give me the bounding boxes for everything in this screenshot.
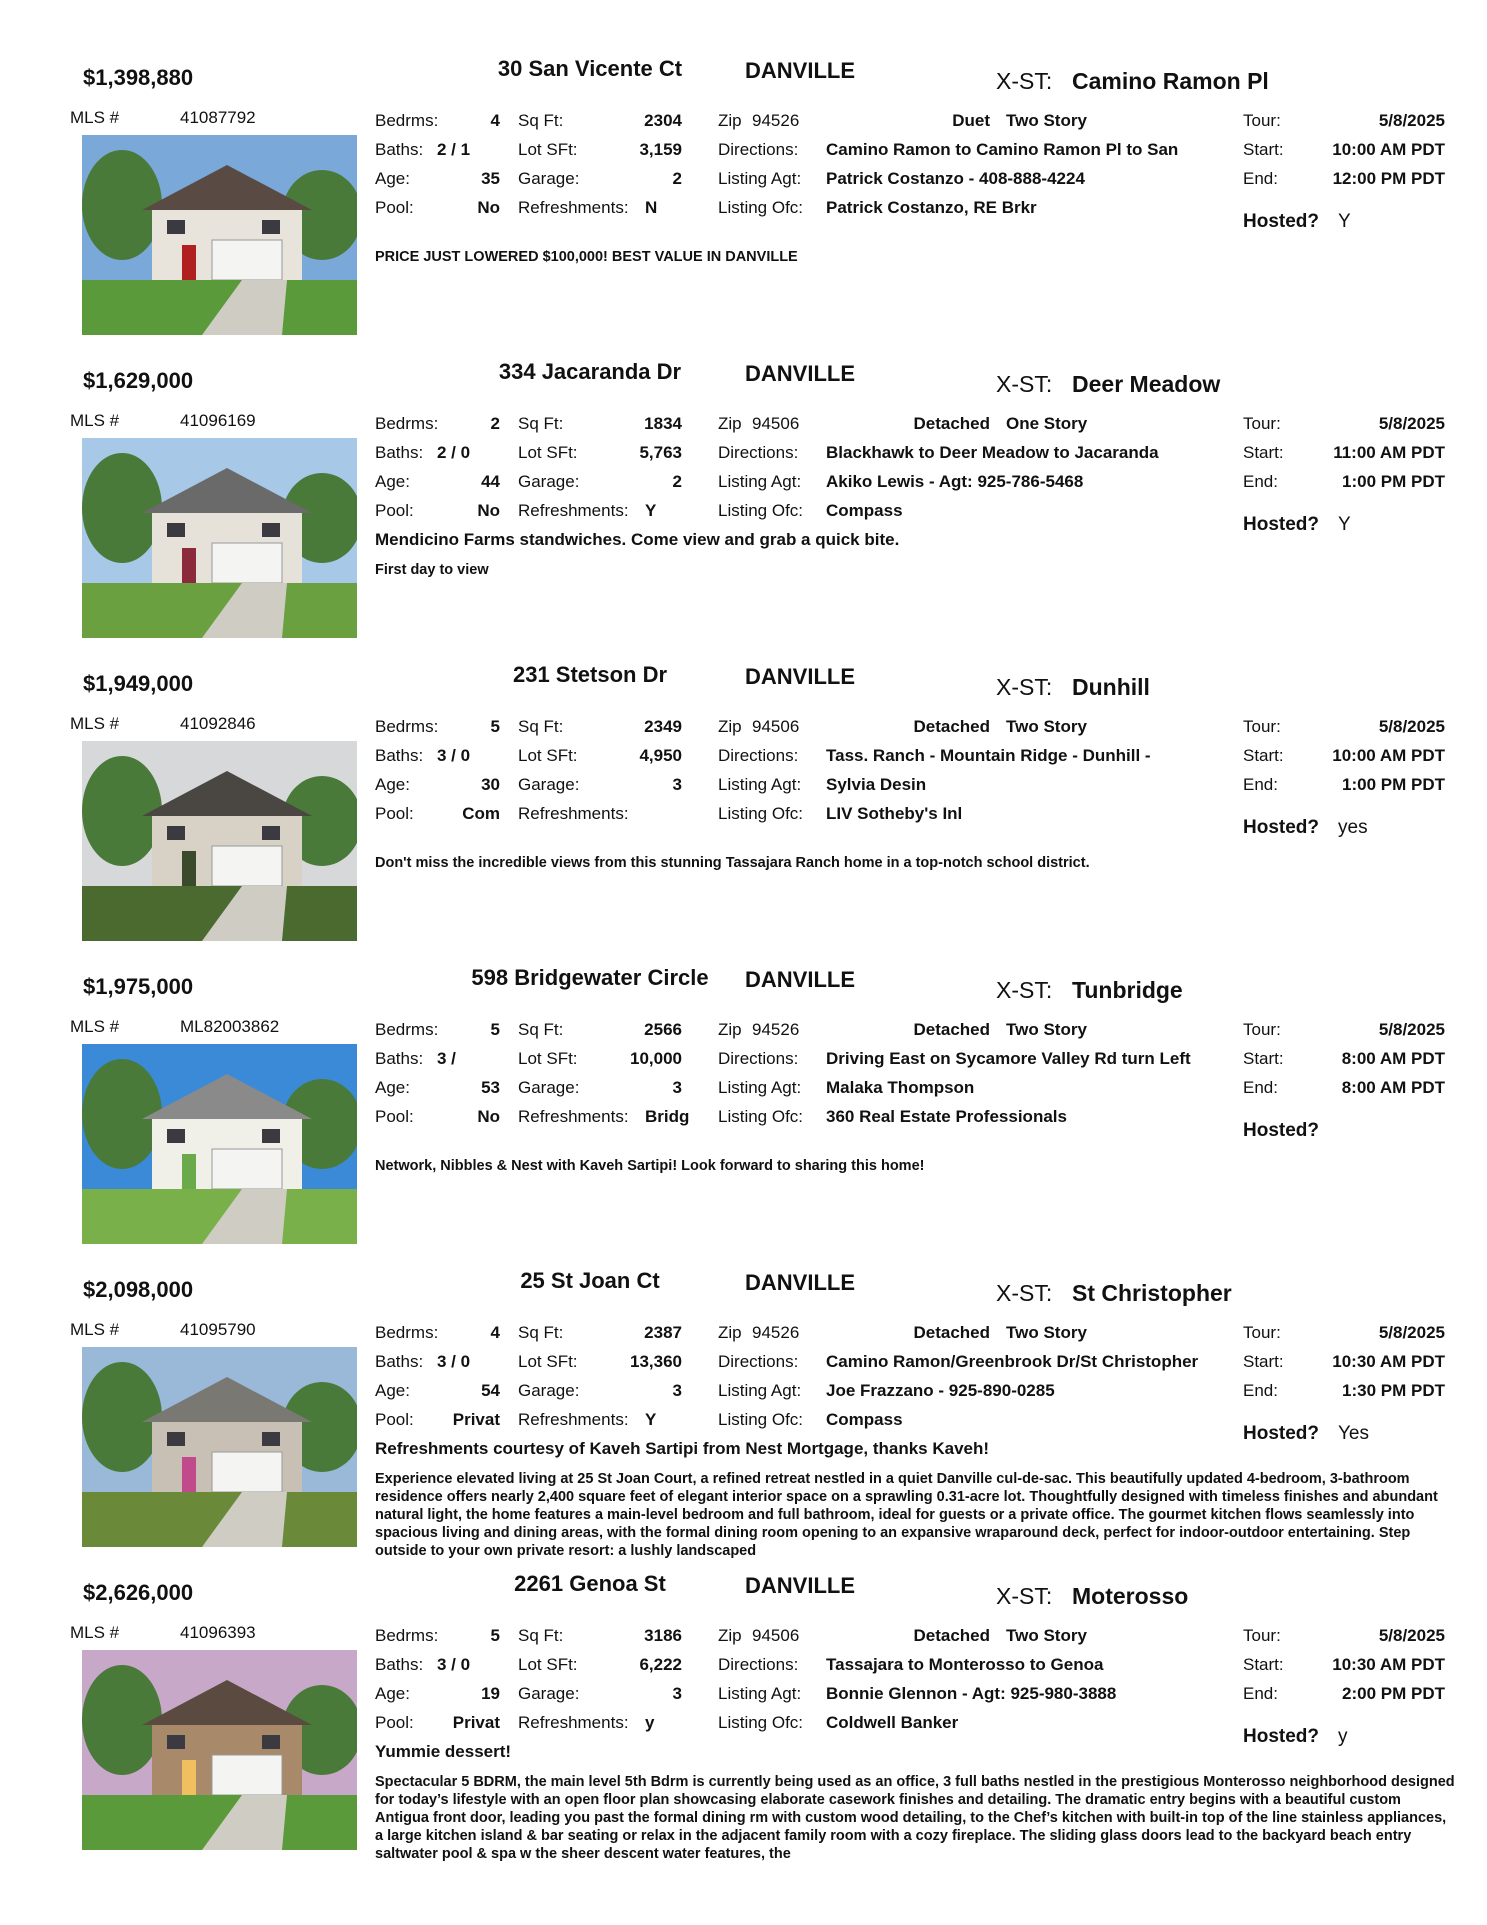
listing-address: 30 San Vicente Ct (497, 56, 683, 81)
directions-value: Tass. Ranch - Mountain Ridge - Dunhill - (826, 746, 1151, 765)
mls-number: ML82003862 (180, 1017, 280, 1036)
cross-street-label: X-ST: (996, 1583, 1053, 1609)
refreshments-label: Refreshments: (518, 804, 629, 823)
sqft-value: 2387 (644, 1323, 682, 1342)
mls-label: MLS # (70, 108, 120, 127)
pool-label: Pool: (375, 1410, 414, 1429)
baths-value: 2 / 1 (437, 140, 471, 159)
directions-value: Driving East on Sycamore Valley Rd turn Left (826, 1049, 1191, 1068)
listing-office-label: Listing Ofc: (718, 1713, 804, 1732)
sqft-value: 2349 (644, 717, 682, 736)
start-time: 11:00 AM PDT (1333, 443, 1445, 462)
refreshments-label: Refreshments: (518, 1410, 629, 1429)
listing (0, 1254, 1487, 1559)
hosted-label: Hosted? (1243, 1423, 1319, 1444)
property-type: Duet (952, 111, 990, 130)
cross-street-value: St Christopher (1072, 1280, 1232, 1306)
tour-label: Tour: (1243, 111, 1281, 130)
house-photo-image (82, 1347, 357, 1547)
tour-label: Tour: (1243, 414, 1281, 433)
listing (0, 42, 1487, 342)
end-time: 1:00 PM PDT (1342, 775, 1445, 794)
age-label: Age: (375, 1078, 410, 1097)
baths-label: Baths: (375, 140, 424, 159)
lot-sqft-label: Lot SFt: (518, 746, 578, 765)
listing-office-label: Listing Ofc: (718, 1410, 804, 1429)
sqft-label: Sq Ft: (518, 1020, 564, 1039)
refreshments-label: Refreshments: (518, 501, 629, 520)
directions-label: Directions: (718, 443, 799, 462)
directions-value: Tassajara to Monterosso to Genoa (826, 1655, 1104, 1674)
start-time: 10:00 AM PDT (1332, 746, 1445, 765)
bedrooms-value: 2 (490, 414, 500, 433)
hosted-label: Hosted? (1243, 1120, 1319, 1141)
bedrooms-label: Bedrms: (375, 414, 439, 433)
garage-label: Garage: (518, 472, 580, 491)
listing-photo[interactable] (82, 741, 357, 941)
mls-label: MLS # (70, 1017, 120, 1036)
pool-label: Pool: (375, 804, 414, 823)
lot-sqft-label: Lot SFt: (518, 1049, 578, 1068)
zip-label: Zip (718, 717, 742, 736)
house-photo-image (82, 135, 357, 335)
lot-sqft-label: Lot SFt: (518, 1655, 578, 1674)
listing-description: First day to view (375, 562, 489, 578)
listing-agent-value: Malaka Thompson (826, 1078, 975, 1097)
listing-note: Refreshments courtesy of Kaveh Sartipi from Nest Mortgage, thanks Kaveh! (375, 1439, 990, 1458)
listing-office-value: Compass (826, 1410, 903, 1429)
sqft-label: Sq Ft: (518, 717, 564, 736)
house-photo-image (82, 1650, 357, 1850)
listing-agent-label: Listing Agt: (718, 1684, 802, 1703)
property-type: Detached (913, 414, 990, 433)
property-style: Two Story (1006, 1626, 1087, 1645)
bedrooms-label: Bedrms: (375, 1020, 439, 1039)
pool-label: Pool: (375, 198, 414, 217)
house-photo-image (82, 1044, 357, 1244)
listing (0, 345, 1487, 645)
property-style: Two Story (1006, 1020, 1087, 1039)
garage-label: Garage: (518, 169, 580, 188)
bedrooms-value: 5 (490, 1020, 500, 1039)
refreshments-value: y (645, 1713, 655, 1732)
lot-sqft-value: 10,000 (630, 1049, 682, 1068)
cross-street-label: X-ST: (996, 1280, 1053, 1306)
age-value: 19 (481, 1684, 500, 1703)
cross-street-value: Deer Meadow (1072, 371, 1221, 397)
sqft-value: 2566 (644, 1020, 682, 1039)
cross-street-value: Camino Ramon Pl (1072, 68, 1269, 94)
sqft-value: 1834 (644, 414, 682, 433)
listing-note: Yummie dessert! (375, 1742, 512, 1761)
mls-number: 41092846 (180, 714, 256, 733)
listing-agent-value: Joe Frazzano - 925-890-0285 (826, 1381, 1055, 1400)
age-value: 44 (481, 472, 500, 491)
listing-photo[interactable] (82, 135, 357, 335)
listing-address: 25 St Joan Ct (520, 1268, 660, 1293)
listing-agent-label: Listing Agt: (718, 472, 802, 491)
pool-value: Privat (452, 1713, 500, 1732)
mls-label: MLS # (70, 714, 120, 733)
cross-street-label: X-ST: (996, 371, 1053, 397)
listing-agent-value: Sylvia Desin (826, 775, 927, 794)
listing-office-label: Listing Ofc: (718, 501, 804, 520)
tour-label: Tour: (1243, 717, 1281, 736)
listing-price: $2,626,000 (83, 1580, 194, 1605)
listing-city: DANVILLE (745, 1573, 855, 1598)
garage-label: Garage: (518, 1381, 580, 1400)
property-style: One Story (1006, 414, 1088, 433)
cross-street-label: X-ST: (996, 977, 1053, 1003)
start-label: Start: (1243, 140, 1284, 159)
lot-sqft-value: 5,763 (639, 443, 682, 462)
end-label: End: (1243, 1078, 1278, 1097)
garage-value: 3 (672, 1684, 682, 1703)
house-photo-image (82, 438, 357, 638)
bedrooms-label: Bedrms: (375, 1626, 439, 1645)
mls-number: 41096169 (180, 411, 256, 430)
lot-sqft-value: 4,950 (639, 746, 682, 765)
zip-label: Zip (718, 1626, 742, 1645)
house-photo-image (82, 741, 357, 941)
lot-sqft-value: 13,360 (630, 1352, 682, 1371)
zip-value: 94526 (752, 1323, 800, 1342)
listing-photo[interactable] (82, 1650, 357, 1850)
listing-city: DANVILLE (745, 58, 855, 83)
tour-label: Tour: (1243, 1020, 1281, 1039)
listing-price: $1,629,000 (83, 368, 194, 393)
end-time: 1:30 PM PDT (1342, 1381, 1445, 1400)
listing-city: DANVILLE (745, 664, 855, 689)
hosted-value: y (1338, 1726, 1348, 1747)
end-time: 1:00 PM PDT (1342, 472, 1445, 491)
start-time: 10:30 AM PDT (1332, 1352, 1445, 1371)
zip-value: 94526 (752, 1020, 800, 1039)
cross-street-value: Tunbridge (1072, 977, 1183, 1003)
start-label: Start: (1243, 1049, 1284, 1068)
pool-label: Pool: (375, 1713, 414, 1732)
directions-value: Camino Ramon to Camino Ramon Pl to San (826, 140, 1179, 159)
baths-value: 3 / 0 (437, 1655, 471, 1674)
zip-label: Zip (718, 1020, 742, 1039)
baths-label: Baths: (375, 1655, 424, 1674)
start-time: 10:00 AM PDT (1332, 140, 1445, 159)
age-value: 54 (481, 1381, 500, 1400)
age-value: 35 (481, 169, 500, 188)
garage-value: 2 (672, 169, 682, 188)
property-style: Two Story (1006, 717, 1087, 736)
hosted-label: Hosted? (1243, 211, 1319, 232)
garage-value: 2 (672, 472, 682, 491)
listing-address: 231 Stetson Dr (512, 662, 668, 687)
garage-value: 3 (672, 1381, 682, 1400)
listing-city: DANVILLE (745, 967, 855, 992)
lot-sqft-label: Lot SFt: (518, 140, 578, 159)
zip-label: Zip (718, 111, 742, 130)
age-label: Age: (375, 472, 410, 491)
tour-date: 5/8/2025 (1378, 1020, 1445, 1039)
pool-value: No (477, 198, 500, 217)
tour-label: Tour: (1243, 1626, 1281, 1645)
property-type: Detached (913, 1626, 990, 1645)
listing-office-label: Listing Ofc: (718, 804, 804, 823)
end-time: 2:00 PM PDT (1342, 1684, 1445, 1703)
listing-agent-value: Patrick Costanzo - 408-888-4224 (826, 169, 1085, 188)
listing (0, 1557, 1487, 1862)
zip-value: 94506 (752, 717, 800, 736)
listing-photo[interactable] (82, 1347, 357, 1547)
bedrooms-value: 5 (490, 1626, 500, 1645)
garage-label: Garage: (518, 775, 580, 794)
pool-value: No (477, 501, 500, 520)
bedrooms-label: Bedrms: (375, 1323, 439, 1342)
tour-date: 5/8/2025 (1378, 1323, 1445, 1342)
hosted-value: Yes (1338, 1423, 1369, 1444)
refreshments-label: Refreshments: (518, 1107, 629, 1126)
listing-city: DANVILLE (745, 1270, 855, 1295)
sqft-label: Sq Ft: (518, 1323, 564, 1342)
mls-number: 41096393 (180, 1623, 256, 1642)
baths-label: Baths: (375, 1352, 424, 1371)
end-time: 12:00 PM PDT (1332, 169, 1445, 188)
tour-label: Tour: (1243, 1323, 1281, 1342)
baths-value: 2 / 0 (437, 443, 471, 462)
listing-note: Mendicino Farms standwiches. Come view and grab a quick bite. (375, 530, 900, 549)
listing-price: $1,949,000 (83, 671, 194, 696)
lot-sqft-label: Lot SFt: (518, 443, 578, 462)
start-label: Start: (1243, 443, 1284, 462)
mls-label: MLS # (70, 1320, 120, 1339)
listing-office-value: Patrick Costanzo, RE Brkr (826, 198, 1037, 217)
listing-description: Network, Nibbles & Nest with Kaveh Sartipi! Look forward to sharing this home! (375, 1158, 925, 1174)
garage-label: Garage: (518, 1684, 580, 1703)
end-label: End: (1243, 472, 1278, 491)
baths-label: Baths: (375, 443, 424, 462)
zip-value: 94506 (752, 1626, 800, 1645)
pool-value: Com (462, 804, 500, 823)
bedrooms-label: Bedrms: (375, 111, 439, 130)
end-label: End: (1243, 1684, 1278, 1703)
age-value: 53 (481, 1078, 500, 1097)
age-label: Age: (375, 169, 410, 188)
listing-price: $2,098,000 (83, 1277, 194, 1302)
garage-label: Garage: (518, 1078, 580, 1097)
listing-description: Don't miss the incredible views from this stunning Tassajara Ranch home in a top-notch school district. (375, 855, 1090, 871)
listing-office-label: Listing Ofc: (718, 1107, 804, 1126)
garage-value: 3 (672, 1078, 682, 1097)
listing-price: $1,975,000 (83, 974, 194, 999)
sqft-value: 3186 (644, 1626, 682, 1645)
listing-office-value: 360 Real Estate Professionals (826, 1107, 1067, 1126)
zip-value: 94506 (752, 414, 800, 433)
age-label: Age: (375, 1684, 410, 1703)
listing-office-value: Compass (826, 501, 903, 520)
listing (0, 951, 1487, 1251)
hosted-label: Hosted? (1243, 1726, 1319, 1747)
baths-value: 3 / 0 (437, 746, 471, 765)
lot-sqft-value: 6,222 (639, 1655, 682, 1674)
start-time: 8:00 AM PDT (1341, 1049, 1445, 1068)
listing-agent-value: Bonnie Glennon - Agt: 925-980-3888 (826, 1684, 1117, 1703)
age-value: 30 (481, 775, 500, 794)
listing-office-value: LIV Sotheby's Inl (826, 804, 963, 823)
zip-label: Zip (718, 414, 742, 433)
baths-value: 3 / (437, 1049, 456, 1068)
listing-address: 334 Jacaranda Dr (498, 359, 682, 384)
listing-description: Experience elevated living at 25 St Joan Court, a refined retreat nestled in a quiet Danville cul-de-sac. This beautifully updated 4-bedroom, 3-bathroom residence offers nearly 2,400 square feet of elegant interior space on a sprawling 0.31-acre lot. Thoughtfully designed with timeless finishes and abundant natural light, the home features a main-level bedroom and full bathroom, ideal for guests or a private office. The gourmet kitchen flows seamlessly into spacious living and dining areas, with the formal dining room opening to an expansive wraparound deck, perfect for indoor-outdoor entertaining. Step outside to your own private resort: a lushly landscaped (375, 1471, 1438, 1559)
refreshments-label: Refreshments: (518, 198, 629, 217)
listing-office-label: Listing Ofc: (718, 198, 804, 217)
bedrooms-label: Bedrms: (375, 717, 439, 736)
listing-agent-label: Listing Agt: (718, 169, 802, 188)
tour-date: 5/8/2025 (1378, 111, 1445, 130)
directions-label: Directions: (718, 746, 799, 765)
bedrooms-value: 5 (490, 717, 500, 736)
refreshments-value: Y (645, 1410, 657, 1429)
directions-label: Directions: (718, 1352, 799, 1371)
cross-street-value: Dunhill (1072, 674, 1150, 700)
cross-street-value: Moterosso (1072, 1583, 1189, 1609)
lot-sqft-value: 3,159 (639, 140, 682, 159)
pool-label: Pool: (375, 501, 414, 520)
start-time: 10:30 AM PDT (1332, 1655, 1445, 1674)
listing-agent-label: Listing Agt: (718, 1078, 802, 1097)
hosted-value: Y (1338, 211, 1351, 232)
property-style: Two Story (1006, 111, 1087, 130)
listing-agent-label: Listing Agt: (718, 775, 802, 794)
bedrooms-value: 4 (490, 111, 500, 130)
listing-agent-value: Akiko Lewis - Agt: 925-786-5468 (826, 472, 1084, 491)
listing-agent-label: Listing Agt: (718, 1381, 802, 1400)
listing-city: DANVILLE (745, 361, 855, 386)
property-type: Detached (913, 1020, 990, 1039)
sqft-label: Sq Ft: (518, 111, 564, 130)
end-label: End: (1243, 169, 1278, 188)
hosted-value: Y (1338, 514, 1351, 535)
hosted-label: Hosted? (1243, 514, 1319, 535)
mls-label: MLS # (70, 411, 120, 430)
start-label: Start: (1243, 746, 1284, 765)
listing-photo[interactable] (82, 1044, 357, 1244)
end-label: End: (1243, 775, 1278, 794)
refreshments-label: Refreshments: (518, 1713, 629, 1732)
cross-street-label: X-ST: (996, 674, 1053, 700)
mls-number: 41087792 (180, 108, 256, 127)
hosted-value: yes (1338, 817, 1368, 838)
directions-label: Directions: (718, 140, 799, 159)
directions-value: Camino Ramon/Greenbrook Dr/St Christopher (826, 1352, 1199, 1371)
pool-label: Pool: (375, 1107, 414, 1126)
listing-address: 2261 Genoa St (514, 1571, 666, 1596)
garage-value: 3 (672, 775, 682, 794)
tour-date: 5/8/2025 (1378, 414, 1445, 433)
baths-label: Baths: (375, 1049, 424, 1068)
listing-description: PRICE JUST LOWERED $100,000! BEST VALUE IN DANVILLE (375, 249, 798, 265)
property-type: Detached (913, 1323, 990, 1342)
zip-label: Zip (718, 1323, 742, 1342)
listing-address: 598 Bridgewater Circle (471, 965, 709, 990)
refreshments-value: Y (645, 501, 657, 520)
start-label: Start: (1243, 1352, 1284, 1371)
tour-date: 5/8/2025 (1378, 1626, 1445, 1645)
lot-sqft-label: Lot SFt: (518, 1352, 578, 1371)
listing-price: $1,398,880 (83, 65, 194, 90)
listing-office-value: Coldwell Banker (826, 1713, 959, 1732)
baths-value: 3 / 0 (437, 1352, 471, 1371)
zip-value: 94526 (752, 111, 800, 130)
age-label: Age: (375, 1381, 410, 1400)
sqft-label: Sq Ft: (518, 1626, 564, 1645)
listing (0, 648, 1487, 948)
refreshments-value: N (645, 198, 658, 217)
listing-description: Spectacular 5 BDRM, the main level 5th Bdrm is currently being used as an office, 3 full baths nestled in the prestigious Monterosso neighborhood designed for today’s lifestyle with an open floor plan showcasing elaborate casework finishes and detailing. The dramatic entry begins with a beautiful custom Antigua front door, leading you past the formal dining rm with custom wood detailing, to the Chef’s kitchen with built-in top of the line stainless appliances, a large kitchen island & bar seating or relax in the adjacent family room with a cozy fireplace. The sliding glass doors lead to the backyard beach entry saltwater pool & spa w the sheer descent water features, the (375, 1774, 1455, 1862)
pool-value: No (477, 1107, 500, 1126)
start-label: Start: (1243, 1655, 1284, 1674)
property-style: Two Story (1006, 1323, 1087, 1342)
listing-photo[interactable] (82, 438, 357, 638)
end-time: 8:00 AM PDT (1341, 1078, 1445, 1097)
hosted-label: Hosted? (1243, 817, 1319, 838)
sqft-label: Sq Ft: (518, 414, 564, 433)
pool-value: Privat (452, 1410, 500, 1429)
age-label: Age: (375, 775, 410, 794)
refreshments-value: Bridg (645, 1107, 690, 1126)
end-label: End: (1243, 1381, 1278, 1400)
directions-label: Directions: (718, 1049, 799, 1068)
cross-street-label: X-ST: (996, 68, 1053, 94)
bedrooms-value: 4 (490, 1323, 500, 1342)
property-type: Detached (913, 717, 990, 736)
mls-label: MLS # (70, 1623, 120, 1642)
baths-label: Baths: (375, 746, 424, 765)
sqft-value: 2304 (644, 111, 682, 130)
mls-number: 41095790 (180, 1320, 256, 1339)
directions-label: Directions: (718, 1655, 799, 1674)
directions-value: Blackhawk to Deer Meadow to Jacaranda (826, 443, 1159, 462)
tour-date: 5/8/2025 (1378, 717, 1445, 736)
